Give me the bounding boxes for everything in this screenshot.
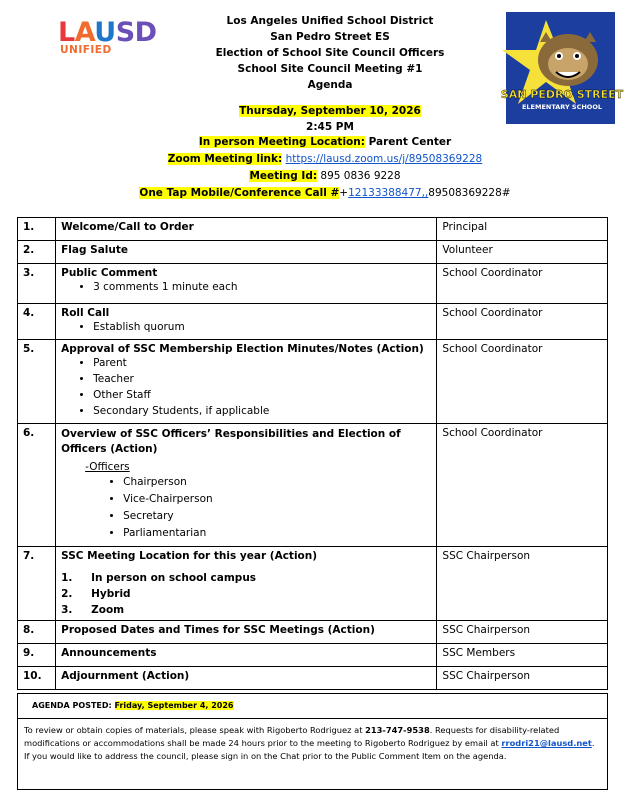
item-numbered-list xyxy=(61,570,432,618)
lausd-logo xyxy=(58,18,178,58)
agenda-table xyxy=(17,217,608,690)
list-item: • Other Staff xyxy=(93,389,432,401)
meeting-time: 2:45 PM xyxy=(306,121,354,133)
lausd-logo-subtitle: UNIFIED xyxy=(60,44,112,56)
notice-text: . Requests for disability-related modifications or accommodations shall be made 24 hours prior to the meeting to Rigoberto Rodriguez by email at xyxy=(24,725,560,748)
item-responsible: School Coordinator xyxy=(437,340,608,424)
list-item: • Parent xyxy=(93,357,432,369)
location-label: In person Meeting Location: xyxy=(198,136,365,148)
meeting-title: School Site Council Meeting #1 xyxy=(237,63,423,75)
list-text: Zoom xyxy=(91,604,125,616)
list-number: 1. xyxy=(61,572,73,584)
school-name: San Pedro Street ES xyxy=(270,31,390,43)
item-cell xyxy=(56,621,437,644)
item-number: 7. xyxy=(18,547,56,621)
item-title: Welcome/Call to Order xyxy=(61,221,194,233)
school-logo-bottom-text: ELEMENTARY SCHOOL xyxy=(521,103,603,111)
item-responsible: School Coordinator xyxy=(437,264,608,304)
agenda-row xyxy=(18,547,608,621)
item-cell xyxy=(56,340,437,424)
item-responsible: School Coordinator xyxy=(437,424,608,547)
list-item: • Parliamentarian xyxy=(123,527,432,539)
school-logo-top-text: SAN PEDRO STREET xyxy=(500,88,624,101)
agenda-row xyxy=(18,264,608,304)
one-tap-prefix: + xyxy=(339,187,349,199)
notice-text: . If you would like to address the council, please sign in on the Chat prior to the Public Comment Item on the agenda. xyxy=(24,738,595,761)
item-number: 2. xyxy=(18,241,56,264)
item-responsible: Volunteer xyxy=(437,241,608,264)
list-item: • Secretary xyxy=(123,510,432,522)
item-bullets xyxy=(61,357,432,417)
list-item xyxy=(61,586,432,602)
item-cell xyxy=(56,218,437,241)
list-text: Hybrid xyxy=(91,588,131,600)
item-bullets xyxy=(61,476,432,539)
notice-text: To review or obtain copies of materials, please speak with Rigoberto Rodriguez at xyxy=(24,725,366,735)
agenda-posted xyxy=(32,701,234,710)
list-item xyxy=(61,602,432,618)
list-item: • Teacher xyxy=(93,373,432,385)
footer-box xyxy=(17,693,608,790)
item-bullets xyxy=(61,281,432,293)
list-item: • Secondary Students, if applicable xyxy=(93,405,432,417)
list-item: • Chairperson xyxy=(123,476,432,488)
item-responsible: SSC Chairperson xyxy=(437,547,608,621)
item-title: Approval of SSC Membership Election Minutes/Notes (Action) xyxy=(61,343,424,355)
item-cell xyxy=(56,424,437,547)
item-bullets xyxy=(61,321,432,333)
contact-email-link[interactable]: rrodri21@lausd.net xyxy=(501,738,592,748)
contact-phone: 213-747-9538 xyxy=(365,725,430,735)
item-cell xyxy=(56,667,437,690)
zoom-link[interactable]: https://lausd.zoom.us/j/89508369228 xyxy=(285,153,483,165)
agenda-posted-label: AGENDA POSTED: xyxy=(32,701,115,710)
item-cell xyxy=(56,644,437,667)
one-tap-link[interactable]: 12133388477,, xyxy=(348,187,429,199)
item-cell xyxy=(56,304,437,340)
item-responsible: SSC Members xyxy=(437,644,608,667)
lausd-logo-wordmark: LAUSD xyxy=(58,17,157,48)
item-title: SSC Meeting Location for this year (Action) xyxy=(61,550,318,562)
agenda-row xyxy=(18,340,608,424)
district-name: Los Angeles Unified School District xyxy=(226,15,434,27)
item-number: 4. xyxy=(18,304,56,340)
agenda-row xyxy=(18,667,608,690)
item-number: 9. xyxy=(18,644,56,667)
item-cell xyxy=(56,241,437,264)
agenda-row xyxy=(18,644,608,667)
item-number: 1. xyxy=(18,218,56,241)
item-title: Flag Salute xyxy=(61,244,129,256)
list-item: • Establish quorum xyxy=(93,321,432,333)
school-logo xyxy=(500,12,624,124)
item-cell xyxy=(56,264,437,304)
item-responsible: School Coordinator xyxy=(437,304,608,340)
list-item xyxy=(61,570,432,586)
item-title: Public Comment xyxy=(61,267,158,279)
item-responsible: Principal xyxy=(437,218,608,241)
meeting-id-line xyxy=(130,170,520,182)
agenda-row xyxy=(18,424,608,547)
list-number: 2. xyxy=(61,588,73,600)
officers-subheading: -Officers xyxy=(85,461,130,473)
list-item: • Vice-Chairperson xyxy=(123,493,432,505)
one-tap-line xyxy=(130,187,520,199)
agenda-row xyxy=(18,621,608,644)
item-number: 6. xyxy=(18,424,56,547)
header-block xyxy=(185,13,475,93)
zoom-line xyxy=(130,153,520,165)
item-responsible: SSC Chairperson xyxy=(437,667,608,690)
item-number: 10. xyxy=(18,667,56,690)
list-number: 3. xyxy=(61,604,73,616)
item-number: 8. xyxy=(18,621,56,644)
date-time-block xyxy=(185,103,475,135)
meeting-date: Thursday, September 10, 2026 xyxy=(239,105,421,117)
one-tap-label: One Tap Mobile/Conference Call # xyxy=(139,187,340,199)
footer-notice xyxy=(24,724,602,763)
agenda-posted-date: Friday, September 4, 2026 xyxy=(114,701,234,710)
list-item: • 3 comments 1 minute each xyxy=(93,281,432,293)
item-title: Proposed Dates and Times for SSC Meetings (Action) xyxy=(61,624,375,636)
one-tap-suffix: 89508369228# xyxy=(428,187,511,199)
agenda-row xyxy=(18,304,608,340)
location-line xyxy=(130,136,520,148)
item-title: Adjournment (Action) xyxy=(61,670,190,682)
agenda-title: Agenda xyxy=(307,79,353,91)
footer-divider xyxy=(18,718,607,719)
item-title: Announcements xyxy=(61,647,157,659)
meeting-id-value: 895 0836 9228 xyxy=(317,170,401,182)
zoom-label: Zoom Meeting link: xyxy=(167,153,283,165)
item-cell xyxy=(56,547,437,621)
item-number: 5. xyxy=(18,340,56,424)
item-title: Roll Call xyxy=(61,307,110,319)
meeting-id-label: Meeting Id: xyxy=(249,170,318,182)
location-value: Parent Center xyxy=(364,136,452,148)
election-title: Election of School Site Council Officers xyxy=(215,47,445,59)
list-text: In person on school campus xyxy=(91,572,257,584)
item-number: 3. xyxy=(18,264,56,304)
item-title: Overview of SSC Officers’ Responsibilities and Election of Officers (Action) xyxy=(61,428,401,455)
item-responsible: SSC Chairperson xyxy=(437,621,608,644)
agenda-row xyxy=(18,218,608,241)
agenda-row xyxy=(18,241,608,264)
